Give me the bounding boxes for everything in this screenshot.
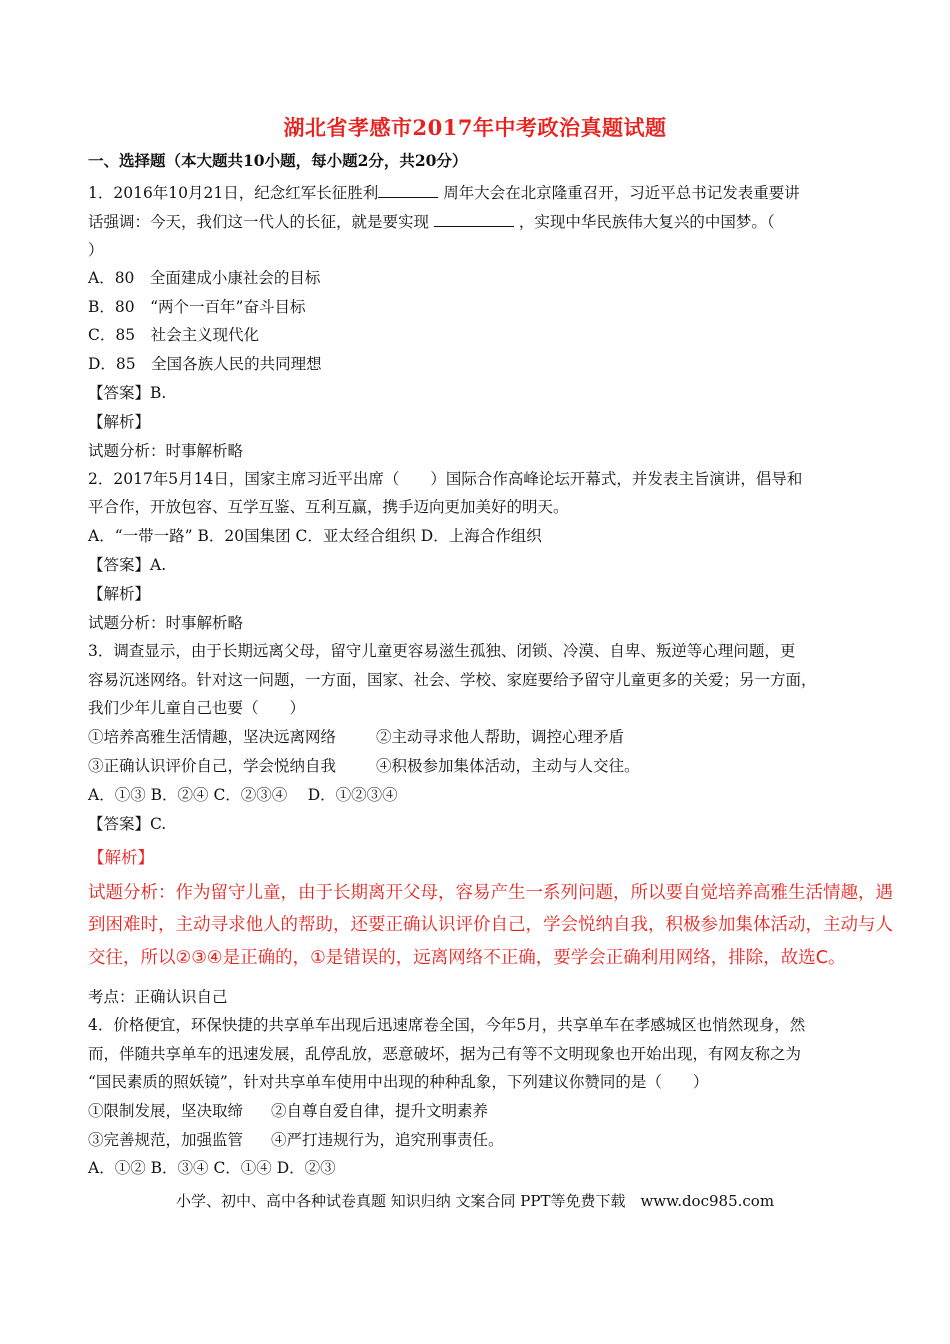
q1-option-b: B．80 “两个一百年”奋斗目标: [88, 298, 306, 316]
q1-analysis-label: 【解析】: [88, 413, 151, 431]
q1-line1: [88, 181, 878, 204]
q2-analysis-label: 【解析】: [88, 585, 151, 603]
q3-analysis-label: 【解析】: [88, 848, 154, 867]
q1-answer: 【答案】B.: [88, 384, 167, 402]
q3-line1: 3．调查显示，由于长期远离父母，留守儿童更容易滋生孤独、闭锁、冷漠、自卑、叛逆等心理问题，更: [88, 642, 796, 660]
q3-line3: 我们少年儿童自己也要（ ）: [88, 699, 306, 717]
q1-line2-b: ，实现中华民族伟大复兴的中国梦。（: [513, 213, 775, 231]
q2-options: A．“一带一路” B．20国集团 C．亚太经合组织 D．上海合作组织: [88, 527, 542, 545]
section-heading: 一、选择题（本大题共10小题，每小题2分，共20分）: [88, 151, 468, 170]
q4-item-3: ③完善规范，加强监管: [88, 1131, 244, 1149]
q3-item-3: ③正确认识评价自己，学会悦纳自我: [88, 757, 337, 775]
q1-blank-1: [378, 181, 438, 198]
q3-analysis-line2: 到困难时，主动寻求他人的帮助，还要正确认识评价自己，学会悦纳自我，积极参加集体活动，主动与人: [88, 915, 893, 935]
q1-option-a: A．80 全面建成小康社会的目标: [88, 269, 321, 287]
q1-line1-a: 1．2016年10月21日，纪念红军长征胜利: [88, 184, 379, 202]
q3-analysis-line3: 交往，所以②③④是正确的，①是错误的，远离网络不正确，要学会正确利用网络，排除，故选C。: [88, 948, 846, 968]
q4-line2: 而，伴随共享单车的迅速发展，乱停乱放，恶意破坏，据为己有等不文明现象也开始出现，有网友称之为: [88, 1045, 802, 1063]
q1-option-c: C．85 社会主义现代化: [88, 326, 260, 344]
q4-item-2: ②自尊自爱自律，提升文明素养: [271, 1102, 489, 1120]
q3-item-1: ①培养高雅生活情趣，坚决远离网络: [88, 728, 337, 746]
q3-answer: 【答案】C.: [88, 815, 167, 833]
q3-kaodian: 考点：正确认识自己: [88, 988, 228, 1006]
q3-items-row2: [88, 755, 878, 777]
q2-analysis: 试题分析：时事解析略: [88, 614, 244, 632]
q4-line3: “国民素质的照妖镜”，针对共享单车使用中出现的种种乱象，下列建议你赞同的是（ ）: [88, 1073, 709, 1091]
q4-options: A．①② B．③④ C．①④ D．②③: [88, 1159, 336, 1177]
q2-line1: 2．2017年5月14日，国家主席习近平出席（ ）国际合作高峰论坛开幕式，并发表主旨演讲，倡导和: [88, 470, 803, 488]
q3-options: A．①③ B．②④ C．②③④ D．①②③④: [88, 786, 398, 804]
q1-line3: ）: [88, 241, 104, 259]
q1-line2: [88, 210, 878, 233]
page-footer: 小学、初中、高中各种试卷真题 知识归纳 文案合同 PPT等免费下载 www.doc985.com: [175, 1192, 775, 1210]
q4-items-row1: [88, 1100, 878, 1122]
q4-line1: 4．价格便宜，环保快捷的共享单车出现后迅速席卷全国，今年5月，共享单车在孝感城区也悄然现身，然: [88, 1016, 806, 1034]
q2-line2: 平合作，开放包容、互学互鉴、互利互赢，携手迈向更加美好的明天。: [88, 498, 569, 516]
q3-item-4: ④积极参加集体活动，主动与人交往。: [376, 757, 640, 775]
q1-line2-a: 话强调：今天，我们这一代人的长征，就是要实现: [88, 213, 434, 231]
q3-line2: 容易沉迷网络。针对这一问题，一方面，国家、社会、学校、家庭要给予留守儿童更多的关爱；另一方面，: [88, 671, 817, 689]
q4-item-1: ①限制发展，坚决取缔: [88, 1102, 244, 1120]
q4-items-row2: [88, 1129, 878, 1151]
q1-analysis: 试题分析：时事解析略: [88, 442, 244, 460]
q4-item-4: ④严打违规行为，追究刑事责任。: [271, 1131, 504, 1149]
q1-blank-2: [434, 210, 514, 227]
q3-items-row1: [88, 726, 878, 748]
page-title: 湖北省孝感市2017年中考政治真题试题: [283, 115, 667, 140]
q1-line1-b: 周年大会在北京隆重召开，习近平总书记发表重要讲: [438, 184, 800, 202]
q1-option-d: D．85 全国各族人民的共同理想: [88, 355, 322, 373]
q3-item-2: ②主动寻求他人帮助，调控心理矛盾: [376, 728, 625, 746]
q2-answer: 【答案】A.: [88, 556, 167, 574]
q3-analysis-line1: 试题分析：作为留守儿童，由于长期离开父母，容易产生一系列问题，所以要自觉培养高雅生活情趣，遇: [88, 883, 893, 903]
